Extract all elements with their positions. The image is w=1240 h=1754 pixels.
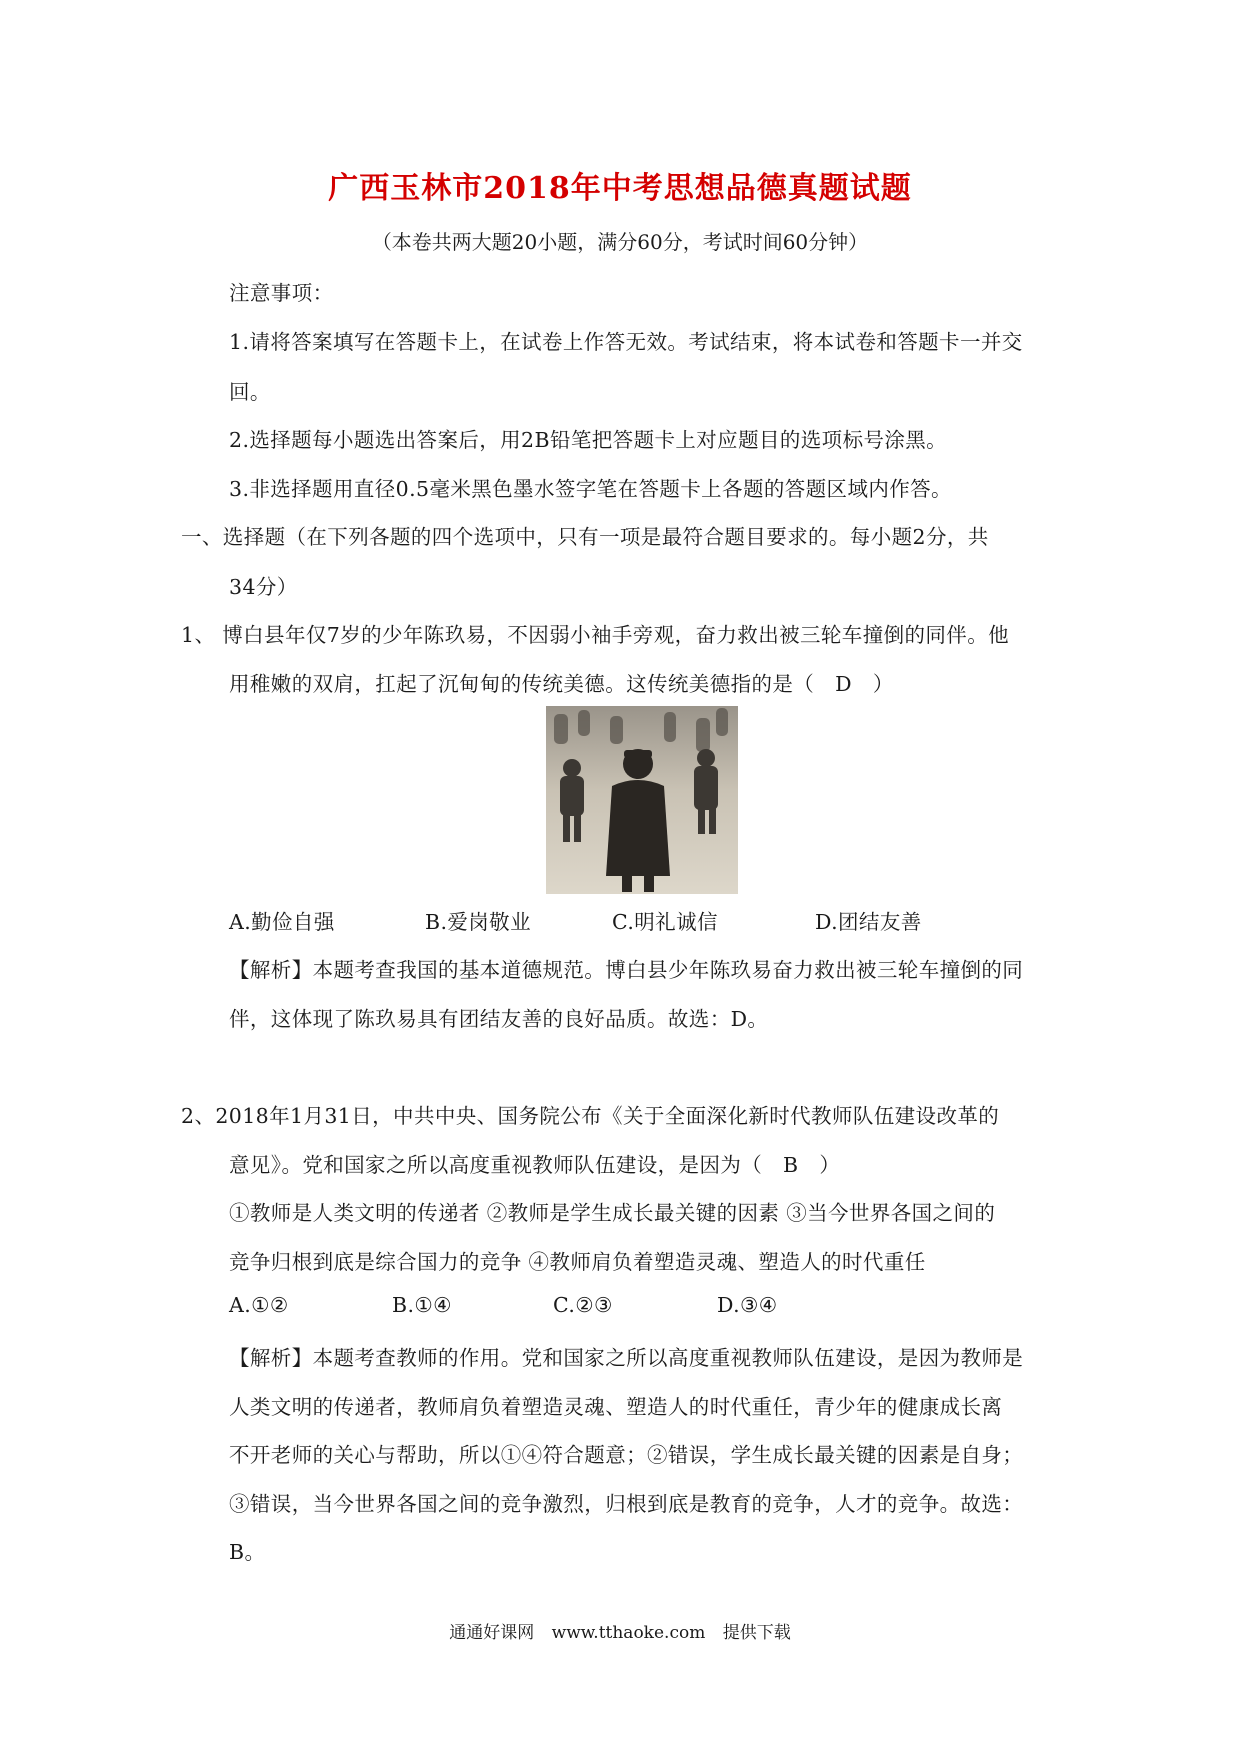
- question-2-statements-cont: 竞争归根到底是综合国力的竞争 ④教师肩负着塑造灵魂、塑造人的时代重任: [229, 1250, 926, 1274]
- note-item-3: 3.非选择题用直径0.5毫米黑色墨水签字笔在答题卡上各题的答题区域内作答。: [229, 477, 952, 501]
- question-2-analysis: 【解析】本题考查教师的作用。党和国家之所以高度重视教师队伍建设，是因为教师是: [229, 1346, 1024, 1370]
- question-1-option-b: B.爱岗敬业: [425, 910, 531, 934]
- note-item-1: 1.请将答案填写在答题卡上，在试卷上作答无效。考试结束，将本试卷和答题卡一并交: [229, 330, 1023, 354]
- notes-heading: 注意事项：: [229, 281, 334, 305]
- exam-info: （本卷共两大题20小题，满分60分，考试时间60分钟）: [371, 230, 869, 254]
- section-heading-cont: 34分）: [229, 575, 298, 599]
- question-1-analysis-cont: 伴，这体现了陈玖易具有团结友善的良好品质。故选：D。: [229, 1007, 769, 1031]
- question-2-option-a: A.①②: [229, 1293, 289, 1317]
- question-1-stem-cont: 用稚嫩的双肩，扛起了沉甸甸的传统美德。这传统美德指的是（ D ）: [229, 672, 894, 696]
- question-1-option-c: C.明礼诚信: [612, 910, 718, 934]
- question-1-option-a: A.勤俭自强: [229, 910, 335, 934]
- note-item-1-cont: 回。: [229, 380, 271, 404]
- question-2-analysis-cont-3: ③错误，当今世界各国之间的竞争激烈，归根到底是教育的竞争，人才的竞争。故选：: [229, 1492, 1024, 1516]
- question-2-option-b: B.①④: [392, 1293, 452, 1317]
- footer-url[interactable]: www.tthaoke.com: [551, 1623, 706, 1643]
- page-footer: [0, 1618, 1240, 1643]
- question-1-option-d: D.团结友善: [815, 910, 922, 934]
- note-item-2: 2.选择题每小题选出答案后，用2B铅笔把答题卡上对应题目的选项标号涂黑。: [229, 428, 948, 452]
- footer-brand: 通通好课网: [449, 1623, 535, 1643]
- question-2-analysis-cont-4: B。: [229, 1540, 266, 1564]
- question-1-stem: 1、 博白县年仅7岁的少年陈玖易，不因弱小袖手旁观，奋力救出被三轮车撞倒的同伴。他: [181, 623, 1009, 647]
- question-2-analysis-cont-2: 不开老师的关心与帮助，所以①④符合题意；②错误，学生成长最关键的因素是自身；: [229, 1443, 1024, 1467]
- question-2-statements: ①教师是人类文明的传递者 ②教师是学生成长最关键的因素 ③当今世界各国之间的: [229, 1201, 996, 1225]
- question-1-analysis: 【解析】本题考查我国的基本道德规范。博白县少年陈玖易奋力救出被三轮车撞倒的同: [229, 958, 1024, 982]
- footer-suffix: 提供下载: [722, 1623, 791, 1643]
- question-2-stem: 2、2018年1月31日，中共中央、国务院公布《关于全面深化新时代教师队伍建设改革的: [181, 1104, 1000, 1128]
- question-2-option-d: D.③④: [717, 1293, 778, 1317]
- section-heading: 一、选择题（在下列各题的四个选项中，只有一项是最符合题目要求的。每小题2分，共: [181, 525, 989, 549]
- page-title: 广西玉林市2018年中考思想品德真题试题: [328, 171, 912, 206]
- boy-photo-illustration: [546, 706, 738, 894]
- question-1-photo: [546, 706, 738, 894]
- question-2-stem-cont: 意见》。党和国家之所以高度重视教师队伍建设，是因为（ B ）: [229, 1153, 841, 1177]
- question-2-analysis-cont-1: 人类文明的传递者，教师肩负着塑造灵魂、塑造人的时代重任，青少年的健康成长离: [229, 1395, 1003, 1419]
- question-2-option-c: C.②③: [553, 1293, 613, 1317]
